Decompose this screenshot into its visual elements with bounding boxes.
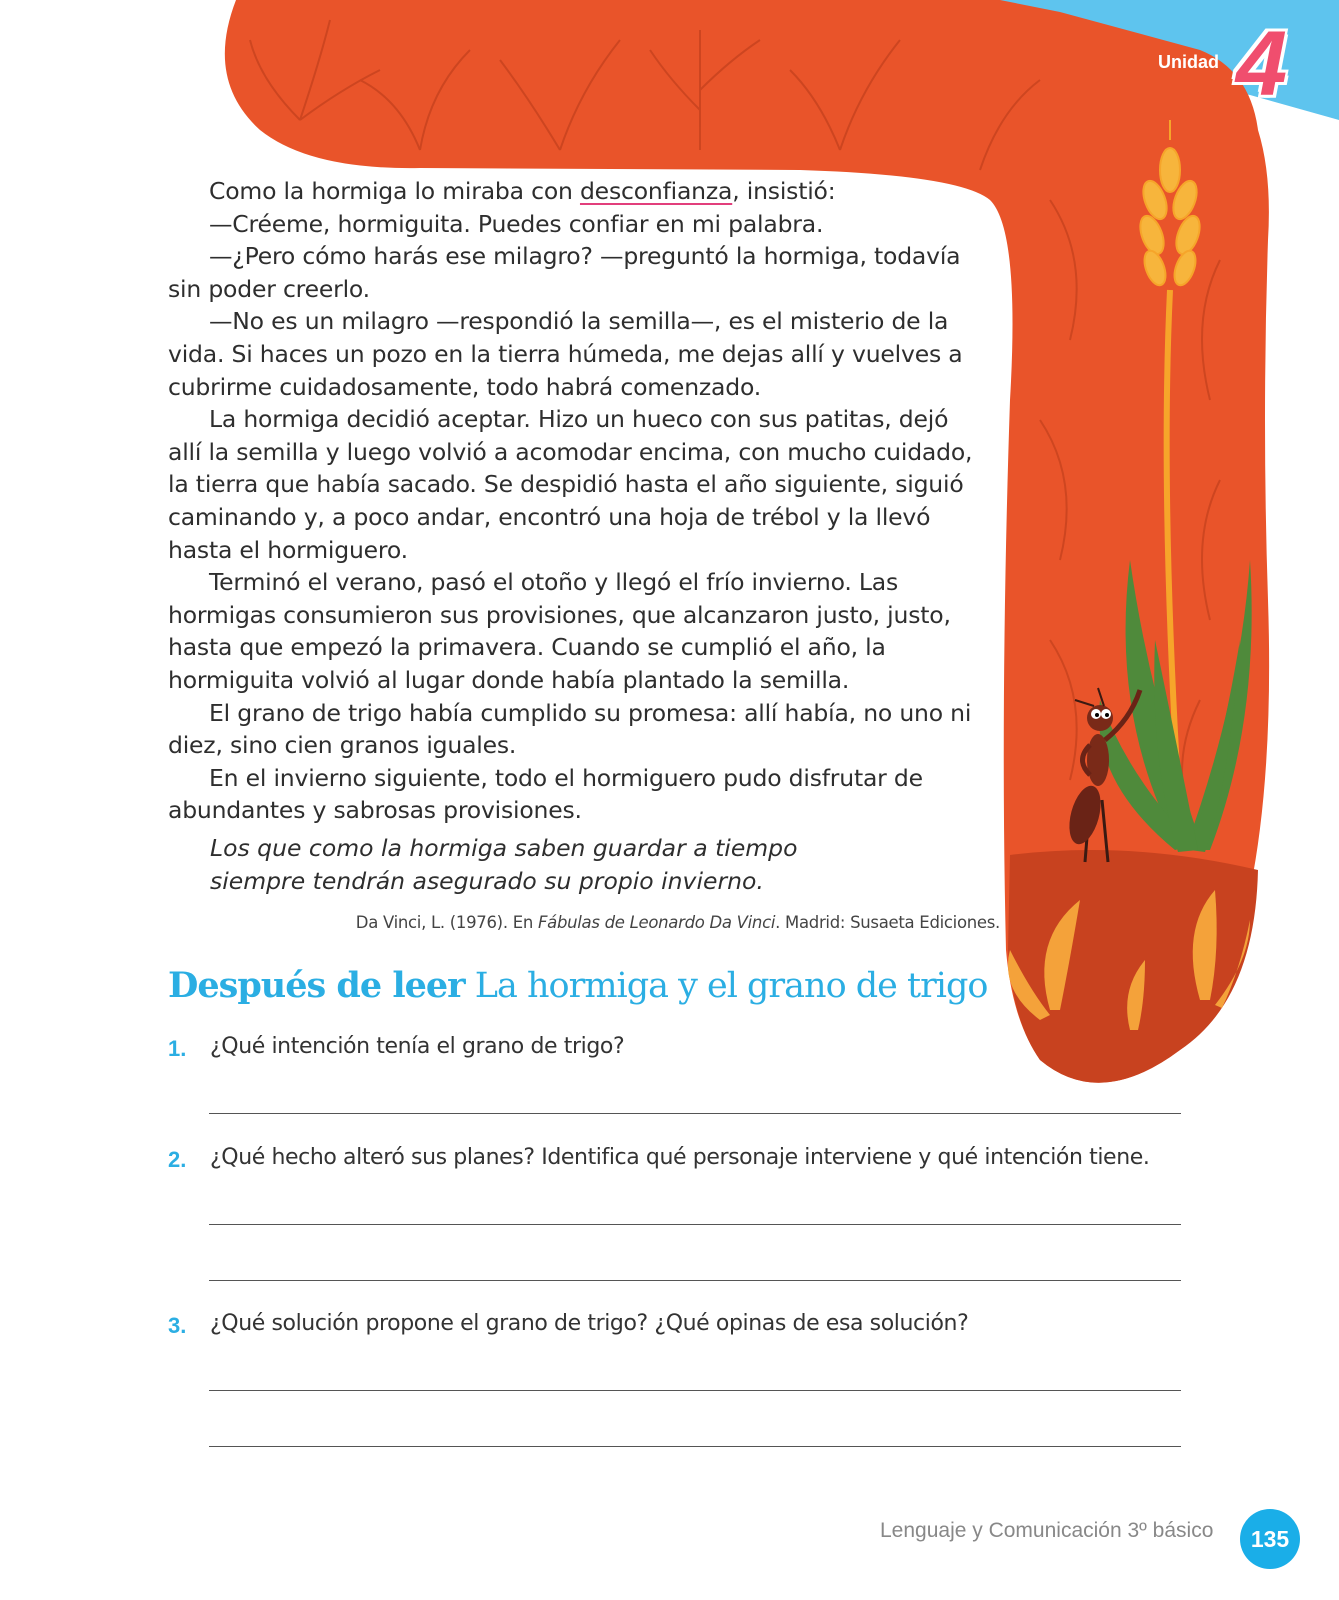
unit-label: Unidad — [1158, 52, 1219, 72]
story-paragraph-1: Como la hormiga lo miraba con desconfianza, insistió: — [209, 177, 836, 205]
story-paragraph-6: Terminó el verano, pasó el otoño y llegó el frío invierno. Las hormigas consumieron sus provisiones, que alcanzaron justo, justo, hasta que empezó la primavera. Cuando se cumplió el año, la hormiguita volvió al lugar donde había plantado la semilla. — [168, 568, 951, 694]
moral-line-1: Los que como la hormiga saben guardar a tiempo — [210, 834, 798, 862]
answer-line-2a[interactable] — [209, 1224, 1181, 1225]
story-paragraph-3: —¿Pero cómo harás ese milagro? —preguntó la hormiga, todavía sin poder creerlo. — [168, 242, 961, 303]
story-paragraph-4: —No es un milagro —respondió la semilla—, es el misterio de la vida. Si haces un pozo en la tierra húmeda, me dejas allí y vuelves a cubrirme cuidadosamente, todo habrá comenzado. — [168, 307, 963, 401]
question-2-text: ¿Qué hecho alteró sus planes? Identifica qué personaje interviene y qué intención tiene. — [210, 1145, 1150, 1170]
question-1-text: ¿Qué intención tenía el grano de trigo? — [210, 1034, 625, 1059]
story-paragraph-5: La hormiga decidió aceptar. Hizo un hueco con sus patitas, dejó allí la semilla y luego volvió a acomodar encima, con mucho cuidado, la tierra que había sacado. Se despidió hasta el año siguiente, siguió caminando y, a poco andar, encontró una hoja de trébol y la llevó hasta el hormiguero. — [168, 405, 973, 564]
question-1-number: 1. — [168, 1036, 187, 1061]
source-citation: Da Vinci, L. (1976). En Fábulas de Leonardo Da Vinci. Madrid: Susaeta Ediciones. — [355, 913, 1000, 932]
answer-line-1[interactable] — [209, 1113, 1181, 1114]
question-3-number: 3. — [168, 1313, 187, 1338]
story-paragraph-2: —Créeme, hormiguita. Puedes confiar en mi palabra. — [209, 209, 824, 238]
question-3-text: ¿Qué solución propone el grano de trigo? ¿Qué opinas de esa solución? — [210, 1311, 969, 1336]
page-number: 135 — [1240, 1509, 1300, 1569]
story-text — [168, 175, 978, 827]
story-paragraph-8: En el invierno siguiente, todo el hormiguero pudo disfrutar de abundantes y sabrosas provisiones. — [168, 763, 923, 825]
answer-line-3b[interactable] — [209, 1446, 1181, 1447]
source-title: Fábulas de Leonardo Da Vinci — [537, 913, 776, 932]
answer-line-2b[interactable] — [209, 1280, 1181, 1281]
section-title: Después de leer La hormiga y el grano de trigo — [168, 965, 988, 1006]
vocabulary-highlight: desconfianza — [579, 177, 733, 205]
story-moral — [210, 832, 910, 897]
story-paragraph-7: El grano de trigo había cumplido su promesa: allí había, no uno ni diez, sino cien granos iguales. — [168, 698, 972, 760]
answer-line-3a[interactable] — [209, 1390, 1181, 1391]
footer-book-title: Lenguaje y Comunicación 3º básico — [880, 1519, 1214, 1542]
question-2-number: 2. — [168, 1147, 187, 1172]
unit-number: 4 — [1236, 13, 1288, 115]
moral-line-2: siempre tendrán asegurado su propio invierno. — [210, 866, 764, 895]
